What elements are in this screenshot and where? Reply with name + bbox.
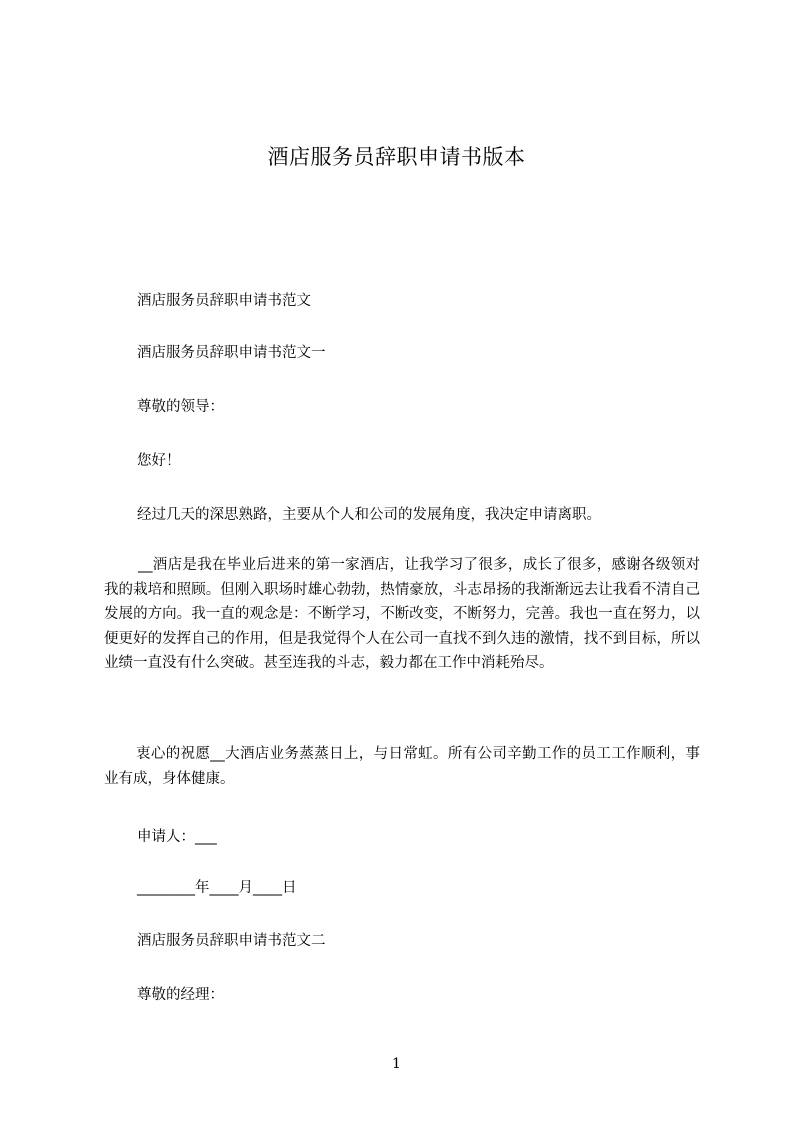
section-2-greeting: 尊敬的经理：	[137, 987, 224, 1003]
greeting-line: 您好！	[137, 453, 181, 469]
decision-line: 经过几天的深思熟路，主要从个人和公司的发展角度，我决定申请离职。	[137, 507, 601, 523]
date-line: ________年____月____日	[137, 880, 297, 896]
section-2-title: 酒店服务员辞职申请书范文二	[137, 933, 326, 949]
document-title: 酒店服务员辞职申请书版本	[267, 145, 526, 169]
salutation-line: 尊敬的领导：	[137, 399, 224, 415]
applicant-line: 申请人：___	[137, 829, 217, 845]
body-paragraph-2: 衷心的祝愿__大酒店业务蒸蒸日上，与日常虹。所有公司辛勤工作的员工工作顺利，事业有成，身体健康。	[104, 746, 700, 787]
heading-line-2: 酒店服务员辞职申请书范文一	[137, 345, 326, 361]
body-paragraph-1: __酒店是我在毕业后进来的第一家酒店，让我学习了很多，成长了很多，感谢各级领对我的栽培和照顾。但刚入职场时雄心勃勃，热情豪放，斗志昂扬的我渐渐远去让我看不清自己发展的方向。我一直的观念是：不断学习，不断改变，不断努力，完善。我也一直在努力，以便更好的发挥自己的作用，但是我觉得个人在公司一直找不到久违的激情，找不到目标，所以业绩一直没有什么突破。甚至连我的斗志，毅力都在工作中消耗殆尽。	[104, 557, 700, 671]
page-number: 1	[392, 1056, 401, 1072]
heading-line-1: 酒店服务员辞职申请书范文	[137, 293, 311, 309]
